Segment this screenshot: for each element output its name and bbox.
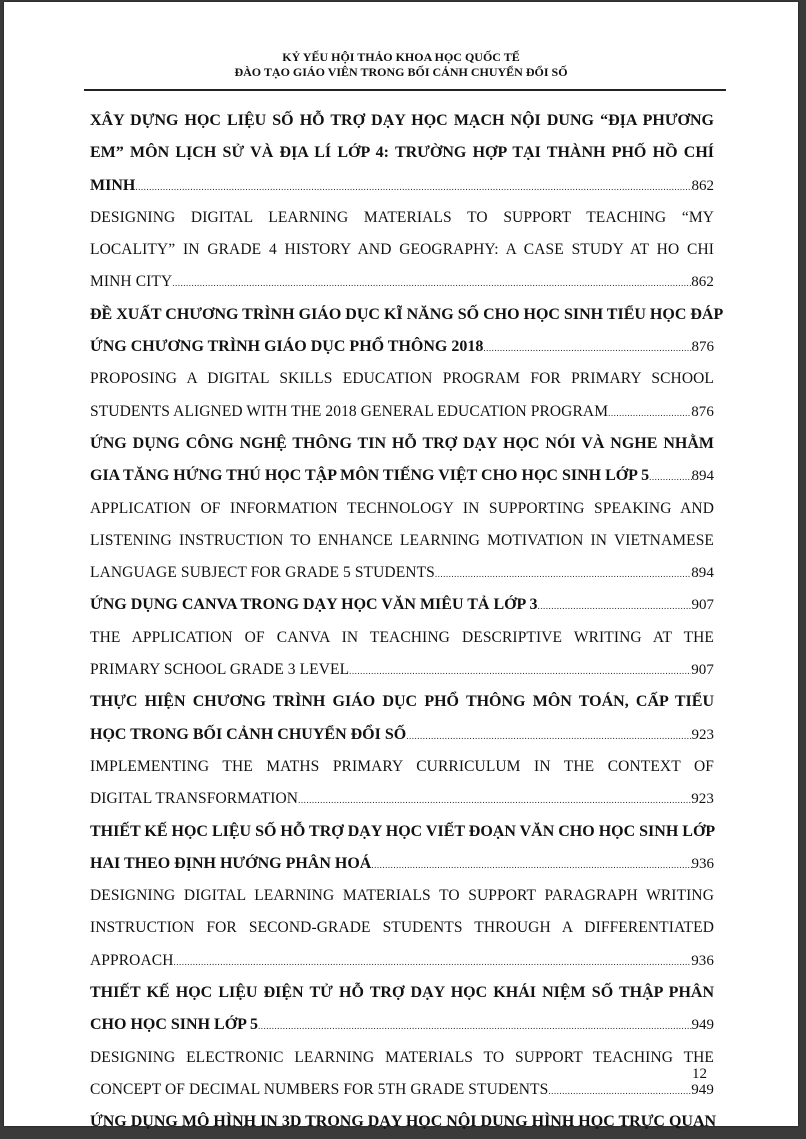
dot-leader	[174, 946, 692, 978]
toc-entry-title-text: MINH CITY	[90, 273, 173, 291]
toc-entry-title-line: XÂY DỰNG HỌC LIỆU SỐ HỖ TRỢ DẠY HỌC MẠCH NỘI DUNG “ĐỊA PHƯƠNG	[90, 112, 714, 129]
toc-page-number: 876	[691, 403, 714, 420]
toc-entry-last-line	[90, 266, 714, 298]
toc-entry-title-line: ỨNG DỤNG MÔ HÌNH IN 3D TRONG DẠY HỌC NỘI DUNG HÌNH HỌC TRỰC QUAN	[90, 1113, 717, 1131]
toc-entry-title-line: THIẾT KẾ HỌC LIỆU ĐIỆN TỬ HỖ TRỢ DẠY HỌC KHÁI NIỆM SỐ THẬP PHÂN	[90, 984, 714, 1002]
toc-entry-vietnamese[interactable]	[90, 977, 714, 1042]
toc-entry-english[interactable]	[90, 1042, 714, 1107]
toc-entry-title-line: APPLICATION OF INFORMATION TECHNOLOGY IN SUPPORTING SPEAKING AND	[90, 499, 714, 517]
toc-entry-last-line	[90, 460, 714, 492]
toc-entry-last-line	[90, 945, 714, 977]
dot-leader	[435, 558, 691, 590]
toc-entry-last-line	[90, 331, 714, 363]
toc-entry-title-line: LOCALITY” IN GRADE 4 HISTORY AND GEOGRAPHY: A CASE STUDY AT HO CHI	[90, 241, 714, 259]
toc-entry-vietnamese[interactable]	[90, 428, 714, 493]
dot-leader	[537, 590, 691, 622]
toc-page-number: 949	[691, 1081, 714, 1098]
toc-entry-title-line: LISTENING INSTRUCTION TO ENHANCE LEARNING MOTIVATION IN VIETNAMESE	[90, 531, 714, 549]
toc-page-number: 862	[691, 177, 714, 194]
toc-entry-title-text: HỌC TRONG BỐI CẢNH CHUYỂN ĐỔI SỐ	[90, 725, 407, 743]
dot-leader	[172, 267, 691, 299]
dot-leader	[483, 332, 691, 364]
toc-entry-title-line: ỨNG DỤNG CÔNG NGHỆ THÔNG TIN HỖ TRỢ DẠY HỌC NÓI VÀ NGHE NHẰM	[90, 434, 714, 452]
toc-page-number: 923	[691, 791, 714, 808]
header-line-1: KỶ YẾU HỘI THẢO KHOA HỌC QUỐC TẾ	[282, 50, 520, 64]
toc-entry-english[interactable]	[90, 493, 714, 590]
toc-entry-title-text: CONCEPT OF DECIMAL NUMBERS FOR 5TH GRADE STUDENTS	[90, 1080, 549, 1098]
toc-entry-title-text: GIA TĂNG HỨNG THÚ HỌC TẬP MÔN TIẾNG VIỆT CHO HỌC SINH LỚP 5	[90, 467, 650, 485]
toc-entry-title-text: LANGUAGE SUBJECT FOR GRADE 5 STUDENTS	[90, 564, 435, 582]
toc-entry-title-line: IMPLEMENTING THE MATHS PRIMARY CURRICULUM IN THE CONTEXT OF	[90, 757, 714, 775]
toc-entry-title-text: APPROACH	[90, 951, 174, 969]
toc-entry-title-text: CHO HỌC SINH LỚP 5	[90, 1016, 259, 1034]
table-of-contents	[90, 105, 724, 1139]
toc-entry-last-line	[90, 848, 714, 880]
dot-leader	[608, 397, 691, 429]
toc-page-number: 949	[691, 1017, 714, 1034]
toc-entry-last-line	[90, 1009, 714, 1041]
toc-entry-title-line: THE APPLICATION OF CANVA IN TEACHING DESCRIPTIVE WRITING AT THE	[90, 628, 714, 646]
dot-leader	[371, 849, 691, 881]
toc-entry-title-text: HAI THEO ĐỊNH HƯỚNG PHÂN HOÁ	[90, 854, 372, 872]
toc-entry-last-line	[90, 589, 714, 621]
toc-entry-title-line: EM” MÔN LỊCH SỬ VÀ ĐỊA LÍ LỚP 4: TRƯỜNG HỢP TẠI THÀNH PHỐ HỒ CHÍ	[90, 144, 714, 162]
toc-page-number: 894	[691, 565, 714, 582]
toc-entry-english[interactable]	[90, 751, 714, 816]
page-number: 12	[692, 1066, 707, 1082]
toc-entry-vietnamese[interactable]	[90, 589, 714, 621]
toc-entry-title-text: MINH	[90, 176, 136, 194]
toc-entry-last-line	[90, 557, 714, 589]
toc-page-number: 907	[691, 597, 714, 614]
header-divider	[84, 89, 726, 91]
toc-entry-title-text: ỨNG DỤNG CANVA TRONG DẠY HỌC VĂN MIÊU TẢ LỚP 3	[90, 596, 538, 614]
dot-leader	[135, 171, 691, 203]
toc-entry-title-line: DESIGNING DIGITAL LEARNING MATERIALS TO SUPPORT TEACHING “MY	[90, 208, 714, 226]
toc-entry-english[interactable]	[90, 202, 714, 299]
toc-entry-vietnamese[interactable]	[90, 816, 714, 881]
toc-entry-title-line: PROPOSING A DIGITAL SKILLS EDUCATION PROGRAM FOR PRIMARY SCHOOL	[90, 370, 714, 388]
toc-entry-vietnamese[interactable]	[90, 105, 714, 202]
toc-entry-english[interactable]	[90, 880, 714, 977]
toc-entry-title-text: DIGITAL TRANSFORMATION	[90, 790, 299, 808]
toc-entry-title-line: THỰC HIỆN CHƯƠNG TRÌNH GIÁO DỤC PHỔ THÔNG MÔN TOÁN, CẤP TIỂU	[90, 693, 714, 711]
toc-page-number: 894	[691, 468, 714, 485]
dot-leader	[258, 1010, 691, 1042]
toc-entry-last-line	[90, 170, 714, 202]
toc-entry-title-line: ĐỀ XUẤT CHƯƠNG TRÌNH GIÁO DỤC KĨ NĂNG SỐ CHO HỌC SINH TIỂU HỌC ĐÁP	[90, 305, 724, 323]
toc-entry-title-line: DESIGNING ELECTRONIC LEARNING MATERIALS TO SUPPORT TEACHING THE	[90, 1048, 714, 1066]
toc-entry-title-text: PRIMARY SCHOOL GRADE 3 LEVEL	[90, 661, 350, 679]
toc-entry-last-line	[90, 396, 714, 428]
toc-entry-title-line: THIẾT KẾ HỌC LIỆU SỐ HỖ TRỢ DẠY HỌC VIẾT ĐOẠN VĂN CHO HỌC SINH LỚP	[90, 822, 716, 840]
toc-entry-vietnamese[interactable]	[90, 1106, 717, 1138]
toc-entry-english[interactable]	[90, 622, 714, 687]
toc-entry-vietnamese[interactable]	[90, 299, 724, 364]
toc-page-number: 936	[691, 952, 714, 969]
toc-page-number: 936	[691, 855, 714, 872]
document-page	[4, 2, 798, 1131]
toc-entry-title-line: INSTRUCTION FOR SECOND-GRADE STUDENTS THROUGH A DIFFERENTIATED	[90, 919, 714, 937]
dot-leader	[406, 720, 691, 752]
toc-page-number: 907	[691, 662, 714, 679]
toc-entry-vietnamese[interactable]	[90, 686, 714, 751]
running-header	[4, 50, 798, 80]
dot-leader	[349, 655, 691, 687]
dot-leader	[649, 461, 691, 493]
dot-leader	[298, 784, 691, 816]
toc-entry-title-text: ỨNG CHƯƠNG TRÌNH GIÁO DỤC PHỔ THÔNG 2018	[90, 338, 484, 356]
toc-entry-last-line	[90, 783, 714, 815]
toc-entry-last-line	[90, 719, 714, 751]
toc-page-number: 923	[691, 726, 714, 743]
toc-page-number: 876	[691, 339, 714, 356]
header-line-2: ĐÀO TẠO GIÁO VIÊN TRONG BỐI CẢNH CHUYỂN ĐỔI SỐ	[234, 65, 568, 79]
toc-page-number: 862	[691, 274, 714, 291]
toc-entry-last-line	[90, 1074, 714, 1106]
toc-entry-english[interactable]	[90, 363, 714, 428]
toc-entry-title-line: DESIGNING DIGITAL LEARNING MATERIALS TO SUPPORT PARAGRAPH WRITING	[90, 887, 714, 905]
toc-entry-last-line	[90, 654, 714, 686]
toc-entry-title-text: STUDENTS ALIGNED WITH THE 2018 GENERAL EDUCATION PROGRAM	[90, 402, 609, 420]
dot-leader	[548, 1075, 691, 1107]
